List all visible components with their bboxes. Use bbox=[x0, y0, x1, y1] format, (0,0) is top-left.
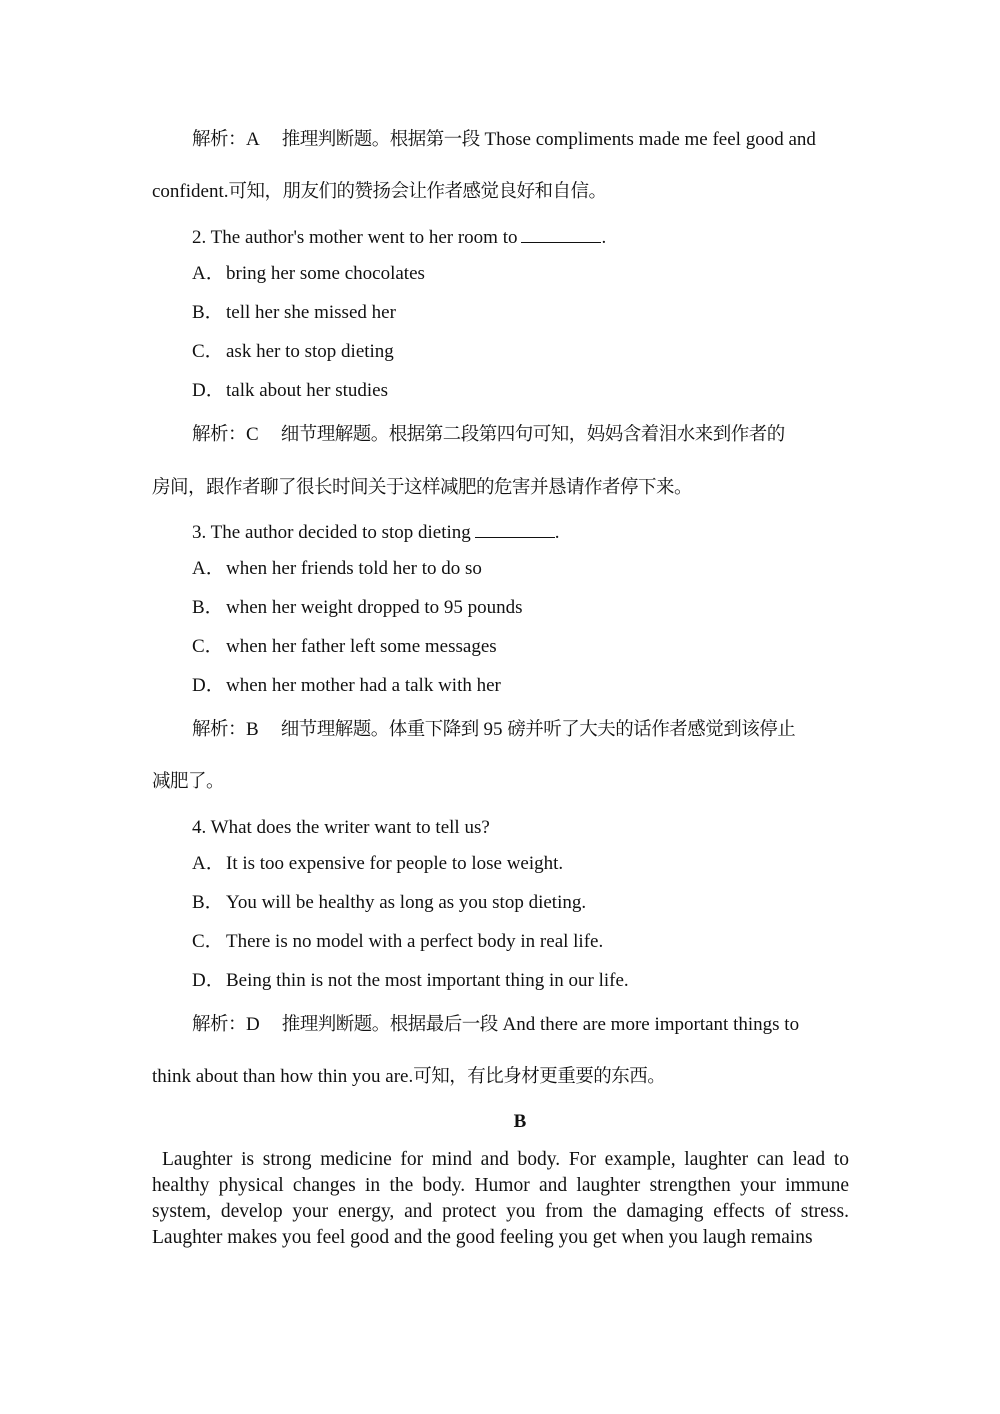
analysis-number: 95 bbox=[478, 719, 508, 740]
option-text: when her mother had a talk with her bbox=[226, 675, 501, 696]
analysis-text-cn: 房间，跟作者聊了很长时间关于这样减肥的危害并恳请作者停下来。 bbox=[152, 477, 693, 498]
analysis-text-cn: 磅并听了大夫的话作者感觉到该停止 bbox=[507, 719, 796, 740]
option-text: Being thin is not the most important thing in our life. bbox=[226, 970, 629, 991]
option-text: talk about her studies bbox=[226, 380, 388, 401]
analysis-text-cn: 根据最后一段 bbox=[389, 1014, 498, 1035]
question-2-option-a bbox=[192, 262, 425, 286]
analysis-answer: B bbox=[246, 719, 259, 740]
analysis-text-cn: 可知，朋友们的赞扬会让作者感觉良好和自信。 bbox=[228, 181, 607, 202]
section-title: B bbox=[513, 1111, 527, 1132]
question-text: 2. The author's mother went to her room to bbox=[192, 227, 518, 248]
answer-blank bbox=[475, 521, 555, 538]
question-3-option-a bbox=[192, 557, 482, 581]
analysis-label: 解析： bbox=[192, 1014, 247, 1035]
question-2-stem bbox=[192, 226, 606, 250]
question-4-stem bbox=[192, 816, 490, 840]
option-text: It is too expensive for people to lose weight. bbox=[226, 853, 564, 874]
analysis-text-cn: 减肥了。 bbox=[152, 771, 225, 792]
analysis-type: 推理判断题。 bbox=[281, 1014, 390, 1035]
analysis-text-cn: 根据第一段 bbox=[389, 129, 480, 150]
analysis-text-cn: 根据第二段第四句可知，妈妈含着泪水来到作者的 bbox=[388, 424, 785, 445]
question-4-option-c bbox=[192, 930, 603, 954]
analysis-answer: A bbox=[246, 129, 260, 150]
option-text: ask her to stop dieting bbox=[226, 341, 394, 362]
question-3-option-d bbox=[192, 674, 501, 698]
analysis-label: 解析： bbox=[192, 129, 247, 150]
analysis-text-cn: 可知，有比身材更重要的东西。 bbox=[413, 1066, 666, 1087]
option-letter: C． bbox=[192, 931, 224, 952]
analysis-4-line-1 bbox=[192, 1013, 799, 1037]
question-text: 3. The author decided to stop dieting bbox=[192, 522, 471, 543]
option-text: when her friends told her to do so bbox=[226, 558, 482, 579]
option-letter: D． bbox=[192, 675, 225, 696]
option-letter: B． bbox=[192, 302, 224, 323]
analysis-3-line-2 bbox=[152, 770, 224, 794]
question-2-option-b bbox=[192, 301, 396, 325]
question-2-option-d bbox=[192, 379, 388, 403]
option-text: tell her she missed her bbox=[226, 302, 396, 323]
option-letter: A． bbox=[192, 853, 225, 874]
option-letter: B． bbox=[192, 892, 224, 913]
analysis-quote-en: Those compliments made me feel good and bbox=[479, 129, 816, 150]
analysis-2-line-2 bbox=[152, 476, 692, 500]
analysis-1-line-1 bbox=[192, 128, 816, 152]
option-letter: D． bbox=[192, 380, 225, 401]
question-4-option-d bbox=[192, 969, 629, 993]
analysis-quote-en: think about than how thin you are. bbox=[152, 1066, 414, 1087]
option-text: There is no model with a perfect body in real life. bbox=[226, 931, 604, 952]
option-letter: C． bbox=[192, 341, 224, 362]
option-letter: D． bbox=[192, 970, 225, 991]
option-text: when her father left some messages bbox=[226, 636, 497, 657]
analysis-type: 细节理解题。 bbox=[280, 719, 389, 740]
analysis-answer: D bbox=[246, 1014, 260, 1035]
analysis-quote-en: And there are more important things to bbox=[497, 1014, 800, 1035]
question-4-option-a bbox=[192, 852, 563, 876]
question-2-option-c bbox=[192, 340, 394, 364]
option-text: bring her some chocolates bbox=[226, 263, 425, 284]
question-4-option-b bbox=[192, 891, 586, 915]
question-text: 4. What does the writer want to tell us? bbox=[192, 817, 490, 838]
analysis-label: 解析： bbox=[192, 424, 247, 445]
analysis-3-line-1 bbox=[192, 718, 795, 742]
analysis-2-line-1 bbox=[192, 423, 785, 447]
option-letter: A． bbox=[192, 263, 225, 284]
question-3-stem bbox=[192, 521, 560, 545]
option-letter: A． bbox=[192, 558, 225, 579]
analysis-4-line-2 bbox=[152, 1065, 665, 1089]
option-letter: C． bbox=[192, 636, 224, 657]
question-3-option-c bbox=[192, 635, 497, 659]
analysis-quote-en: confident. bbox=[152, 181, 229, 202]
answer-blank bbox=[521, 226, 601, 243]
option-text: You will be healthy as long as you stop dieting. bbox=[226, 892, 587, 913]
analysis-text-cn: 体重下降到 bbox=[388, 719, 479, 740]
question-end: . bbox=[601, 227, 607, 248]
reading-passage: Laughter is strong medicine for mind and body. For example, laughter can lead to healthy physical changes in the body. Humor and laughter strengthen your immune system, develop your energy, and protect you from the damaging effects of stress. Laughter makes you feel good and the good feeling you get when you laugh remains bbox=[152, 1149, 849, 1248]
analysis-type: 细节理解题。 bbox=[280, 424, 389, 445]
analysis-answer: C bbox=[246, 424, 259, 445]
option-letter: B． bbox=[192, 597, 224, 618]
question-3-option-b bbox=[192, 596, 523, 620]
question-end: . bbox=[554, 522, 560, 543]
option-text: when her weight dropped to 95 pounds bbox=[226, 597, 523, 618]
analysis-label: 解析： bbox=[192, 719, 247, 740]
analysis-1-line-2 bbox=[152, 180, 607, 204]
analysis-type: 推理判断题。 bbox=[281, 129, 390, 150]
